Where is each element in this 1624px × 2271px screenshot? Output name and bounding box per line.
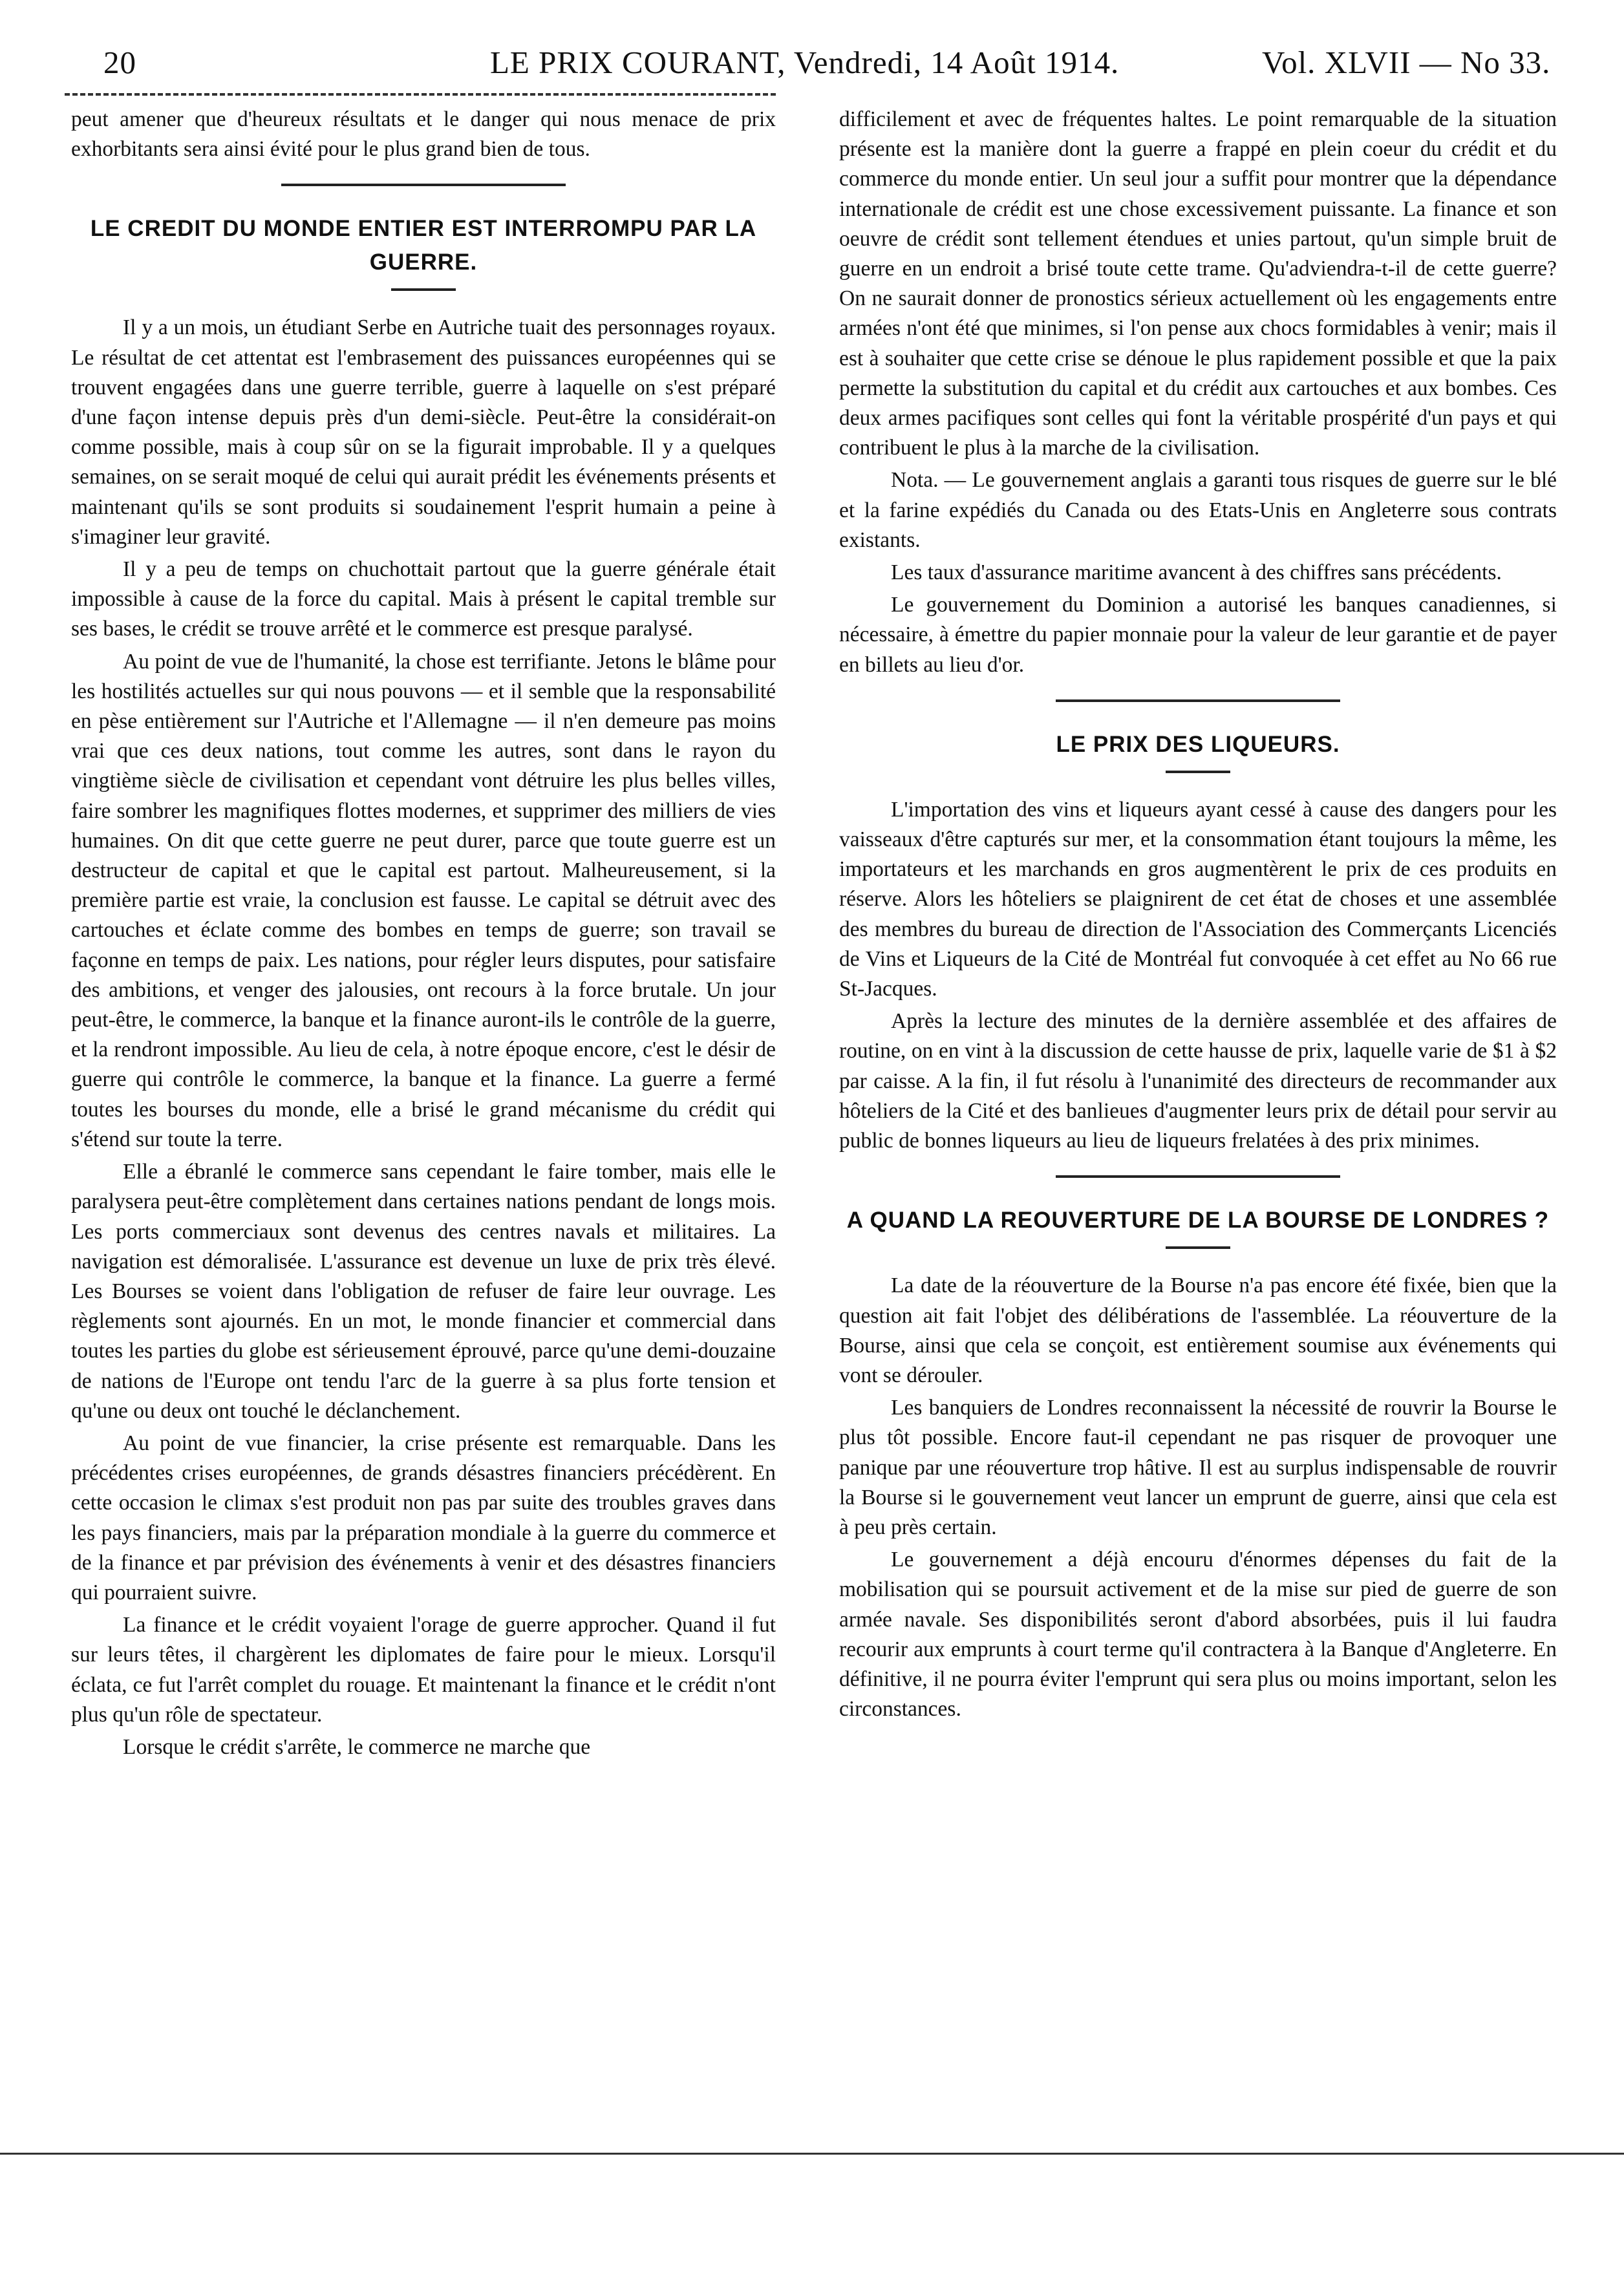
intro-paragraph: peut amener que d'heureux résultats et le danger qui nous menace de prix exhorbitants sera ainsi évité pour le plus grand bien de tous. xyxy=(71,107,776,162)
article-paragraph: Il y a peu de temps on chuchottait partout que la guerre générale était impossible à cause de la force du capital. Mais à présent le capital tremble sur ses bases, le crédit se trouve arrêté et le commerce est presque paralysé. xyxy=(71,557,776,641)
continuation-paragraph: difficilement et avec de fréquentes haltes. Le point remarquable de la situation présente est la manière dont la guerre a frappé en plein coeur du crédit et du commerce du monde entier. Un seul jour a suffit pour montrer que la dépendance internationale de crédit est une chose excessivement puissante. La finance et son oeuvre de crédit sont tellement étendues et unies partout, qu'un simple bruit de guerre en un endroit a brisé toute cette trame. Qu'adviendra-t-il de cette guerre? On ne saurait donner de pronostics sérieux actuellement où les engagements entre armées n'ont été que minimes, si l'on pense aux chocs formidables à venir; mais il est à souhaiter que cette crise se dénoue le plus rapidement possible et que la paix permette la substitution du capital et du crédit aux cartouches et aux bombes. Ces deux armes pacifiques sont celles qui font la véritable prospérité d'un pays et qui contribuent le plus à la marche de la civilisation. xyxy=(839,107,1557,460)
title-underline xyxy=(1166,771,1230,773)
article-paragraph: Il y a un mois, un étudiant Serbe en Autriche tuait des personnages royaux. Le résultat de cet attentat est l'embrasement des puissances européennes qui se trouvent engagées dans une guerre terrible, guerre à laquelle on s'est préparé d'une façon intense depuis près d'un demi-siècle. Peut-être la considérait-on comme possible, mais à coup sûr on se la figurait improbable. Il y a quelques semaines, on se serait moqué de celui qui aurait prédit les événements présents et maintenant qu'ils se sont produits si soudainement l'esprit humain a peine à s'imaginer leur gravité. xyxy=(71,315,776,549)
note-paragraph: Le gouvernement du Dominion a autorisé les banques canadiennes, si nécessaire, à émettre du papier monnaie pour la valeur de leur garantie et de payer en billets au lieu d'or. xyxy=(839,593,1557,677)
article-paragraph: La finance et le crédit voyaient l'orage de guerre approcher. Quand il fut sur leurs têtes, il chargèrent les diplomates de faire pour le mieux. Lorsqu'il éclata, ce fut l'arrêt complet du rouage. Et maintenant la finance et le crédit n'ont plus qu'un rôle de spectateur. xyxy=(71,1613,776,1727)
right-column xyxy=(839,105,1557,1727)
article-paragraph: Au point de vue financier, la crise présente est remarquable. Dans les précédentes crises européennes, de grands désastres financiers précédèrent. En cette occasion le climax s'est produit non pas par suite des troubles graves dans les pays financiers, mais par la préparation mondiale à la guerre du commerce et de la finance et par prévision des événements à venir et des désastres financiers qui pourraient suivre. xyxy=(71,1431,776,1605)
volume-number: Vol. XLVII — No 33. xyxy=(1262,45,1551,80)
separator-rule xyxy=(1056,1175,1340,1178)
separator-rule xyxy=(281,184,566,186)
title-underline xyxy=(1166,1246,1230,1249)
article-title-bourse: A QUAND LA REOUVERTURE DE LA BOURSE DE LONDRES ? xyxy=(846,1208,1550,1233)
page-number: 20 xyxy=(103,45,136,80)
article-paragraph: Lorsque le crédit s'arrête, le commerce ne marche que xyxy=(123,1734,591,1759)
article-paragraph: L'importation des vins et liqueurs ayant cessé à cause des dangers pour les vaisseaux d'être capturés sur mer, et la consommation étant toujours la même, les importateurs et les marchands en gros augmentèrent le prix de ces produits en réserve. Alors les hôteliers se plaignirent de cet état de choses et une assemblée des membres du bureau de direction de l'Association des Commerçants Licenciés de Vins et Liqueurs de la Cité de Montréal fut convoquée à cet effet au No 66 rue St-Jacques. xyxy=(839,797,1557,1001)
article-paragraph: Les banquiers de Londres reconnaissent la nécessité de rouvrir la Bourse le plus tôt possible. Encore faut-il cependant ne pas risquer de provoquer une panique par une réouverture trop hâtive. Il est au surplus indispensable de rouvrir la Bourse si le gouvernement veut lancer un emprunt de guerre, ainsi que cela est à peu près certain. xyxy=(839,1396,1557,1539)
article-title-credit: LE CREDIT DU MONDE ENTIER EST INTERROMPU PAR LA GUERRE. xyxy=(90,216,757,275)
title-underline xyxy=(391,288,456,291)
article-paragraph: Après la lecture des minutes de la dernière assemblée et des affaires de routine, on en vint à la discussion de cette hausse de prix, laquelle varie de $1 à $2 par caisse. A la fin, il fut résolu à l'unanimité des directeurs de recommander aux hôteliers de la Cité et des banlieues d'augmenter leurs prix de détail pour servir au public de bonnes liqueurs au lieu de liqueurs frelatées à des prix minimes. xyxy=(839,1009,1557,1153)
separator-rule xyxy=(1056,699,1340,702)
scan-artifact-line xyxy=(0,2153,1624,2155)
publication-title: LE PRIX COURANT, Vendredi, 14 Août 1914. xyxy=(490,45,1120,80)
page-header xyxy=(65,34,1571,92)
header-rule xyxy=(65,93,776,96)
left-column xyxy=(71,105,776,1765)
article-paragraph: Elle a ébranlé le commerce sans cependant le faire tomber, mais elle le paralysera peut-être complètement dans certaines nations pendant de longs mois. Les ports commerciaux sont devenus des centres navals et militaires. La navigation est démoralisée. L'assurance est devenue un luxe de prix très élevé. Les Bourses se voient dans l'obligation de refuser de faire leur ouvrage. Les règlements sont ajournés. En un mot, le monde financier et commercial dans toutes les parties du globe est sérieusement éprouvé, parce qu'une demi-douzaine de nations de l'Europe ont tendu l'arc de la guerre à sa plus forte tension et qu'une ou deux ont touché le déclanchement. xyxy=(71,1160,776,1423)
article-paragraph: Au point de vue de l'humanité, la chose est terrifiante. Jetons le blâme pour les hostilités actuelles sur qui nous pouvons — et il semble que la responsabilité en pèse entièrement sur l'Autriche et l'Allemagne — il n'en demeure pas moins vrai que ces deux nations, tout comme les autres, sont dans le rayon du vingtième siècle de civilisation et cependant vont détruire les plus belles villes, faire sombrer les magnifiques flottes modernes, et supprimer des milliers de vies humaines. On dit que cette guerre ne peut durer, parce que toute guerre est un destructeur de capital et que le capital est partout. Malheureusement, si la première partie est vraie, la conclusion est fausse. Le capital se détruit avec des cartouches et éclate comme des bombes en temps de guerre; son travail se façonne en temps de paix. Les nations, pour régler leurs disputes, pour satisfaire des ambitions, et venger des jalousies, ont recours à la force brutale. Un jour peut-être, le commerce, la banque et la finance auront-ils le contrôle de la guerre, et la rendront impossible. Au lieu de cela, à notre époque encore, c'est le désir de guerre qui contrôle le commerce, la banque et la finance. La guerre a fermé toutes les bourses du monde, elle a brisé le grand mécanisme du crédit qui s'étend sur toute la terre. xyxy=(71,649,776,1151)
article-title-liqueurs: LE PRIX DES LIQUEURS. xyxy=(1056,731,1340,757)
note-paragraph: Nota. — Le gouvernement anglais a garanti tous risques de guerre sur le blé et la farine expédiés du Canada ou des Etats-Unis en Angleterre sous contrats existants. xyxy=(839,468,1557,552)
article-paragraph: Le gouvernement a déjà encouru d'énormes dépenses du fait de la mobilisation qui se poursuit activement et de la mise sur pied de guerre de son armée navale. Ses disponibilités seront d'abord absorbées, puis il lui faudra recourir aux emprunts à court terme qu'il contractera à la Banque d'Angleterre. En définitive, il ne pourra éviter l'emprunt qui sera plus ou moins important, selon les circonstances. xyxy=(839,1548,1557,1722)
note-paragraph: Les taux d'assurance maritime avancent à des chiffres sans précédents. xyxy=(891,560,1502,585)
article-paragraph: La date de la réouverture de la Bourse n'a pas encore été fixée, bien que la question ait fait l'objet des délibérations de l'assemblée. La réouverture de la Bourse, ainsi que cela se conçoit, est entièrement soumise aux événements qui vont se dérouler. xyxy=(839,1274,1557,1387)
